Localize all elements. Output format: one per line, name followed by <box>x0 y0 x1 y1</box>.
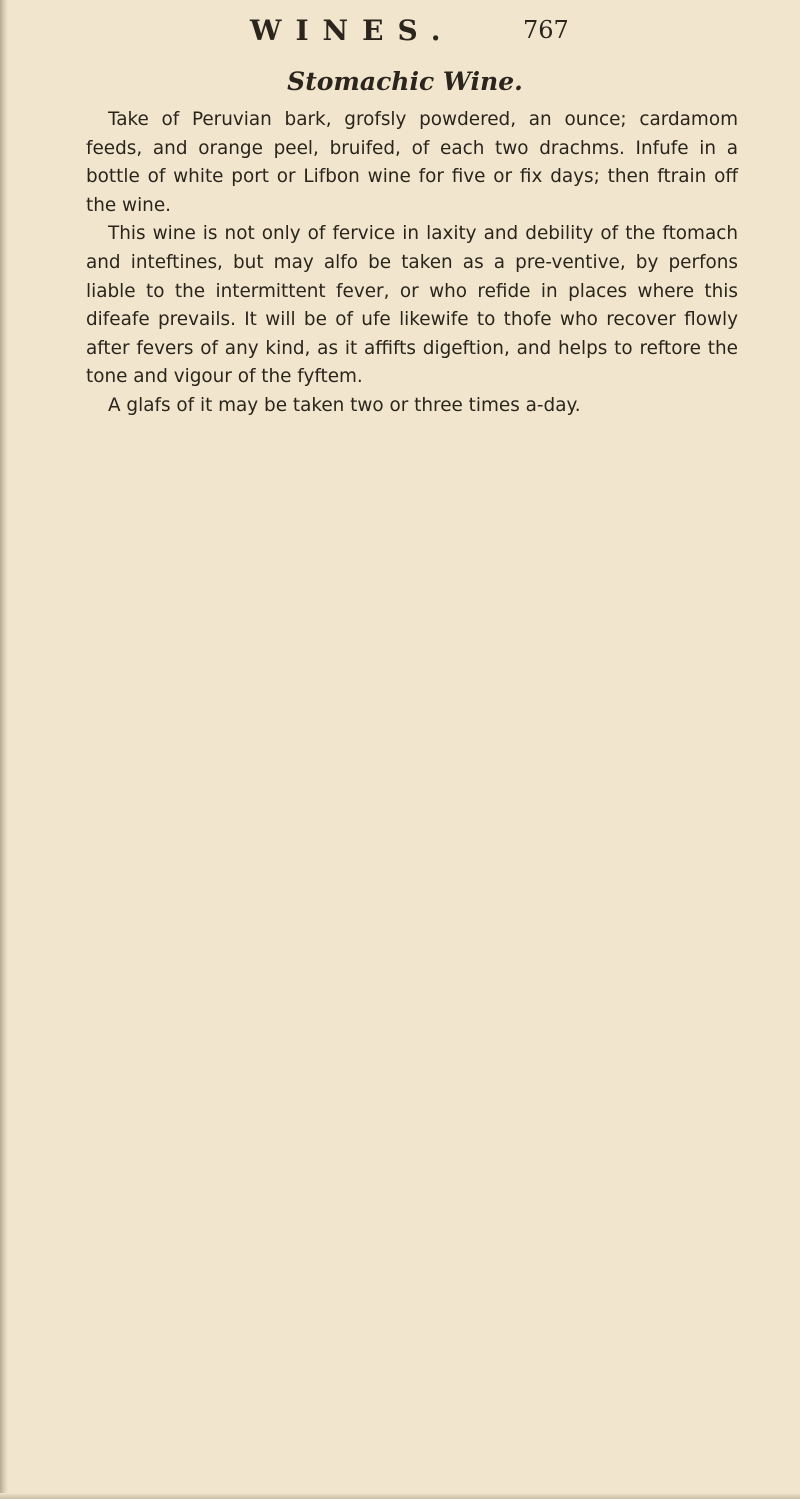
page-number: 767 <box>523 16 569 44</box>
page-bottom-edge <box>0 1493 800 1499</box>
recipe-title: Stomachic Wine. <box>287 67 523 96</box>
paragraph-ingredients: Take of Peruvian bark, grofsly powdered, an ounce; cardamom feeds, and orange peel, bruifed, of each two drachms. Infufe in a bottle of white port or Lifbon wine for five or fix days; then ftrain off the wine. <box>86 109 738 216</box>
running-title: WINES. <box>250 14 455 47</box>
recipe-body <box>86 106 738 421</box>
paragraph-uses: This wine is not only of fervice in laxity and debility of the ftomach and inteftines, but may alfo be taken as a pre-ventive, by perfons liable to the intermittent fever, or who refide in places where this difeafe prevails. It will be of ufe likewife to thofe who recover flowly after fevers of any kind, as it affifts digeftion, and helps to reftore the tone and vigour of the fyftem. <box>86 223 738 388</box>
page-left-edge <box>0 0 8 1499</box>
page-header <box>0 14 800 54</box>
paragraph-dosage: A glafs of it may be taken two or three times a-day. <box>108 394 581 416</box>
